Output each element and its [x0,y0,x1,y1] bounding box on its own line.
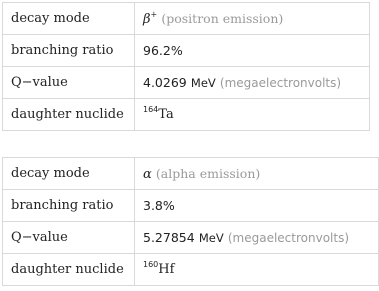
decay-symbol: α [143,166,152,182]
decay-mode-label: decay mode [3,3,135,35]
decay-mode-description: (positron emission) [161,10,284,26]
daughter-nuclide-label: daughter nuclide [3,254,135,286]
q-value-unit-name: (megaelectronvolts) [227,230,350,245]
q-value-number: 4.0269 [143,74,187,90]
decay-mode-description: (alpha emission) [155,165,261,181]
element-symbol: Hf [158,262,175,277]
decay-symbol: β [143,11,151,27]
q-value-unit: MeV [198,230,224,245]
decay-table-alpha [2,157,379,286]
daughter-nuclide-label: daughter nuclide [3,99,135,131]
mass-number: 164 [143,105,159,114]
q-value-number: 5.27854 [143,229,195,245]
element-symbol: Ta [158,107,174,122]
table-row-q-value [3,222,379,254]
daughter-nuclide-value [135,99,370,131]
branching-ratio-number: 3.8% [143,197,175,213]
table-row-decay-mode [3,3,370,35]
table-row-q-value [3,67,370,99]
table-row-branching-ratio [3,190,379,222]
branching-ratio-value [135,35,370,67]
q-value-value [135,67,370,99]
branching-ratio-number: 96.2% [143,42,183,58]
branching-ratio-label: branching ratio [3,190,135,222]
mass-number: 160 [143,260,159,269]
decay-mode-value [135,158,379,190]
branching-ratio-value [135,190,379,222]
decay-symbol-superscript: + [150,9,158,19]
decay-table-positron [2,2,370,131]
decay-mode-label: decay mode [3,158,135,190]
table-row-decay-mode [3,158,379,190]
q-value-value [135,222,379,254]
daughter-nuclide-value [135,254,379,286]
q-value-label: Q−value [3,222,135,254]
table-row-daughter-nuclide [3,254,379,286]
q-value-unit-name: (megaelectronvolts) [219,75,342,90]
q-value-label: Q−value [3,67,135,99]
branching-ratio-label: branching ratio [3,35,135,67]
decay-mode-value [135,3,370,35]
q-value-unit: MeV [190,75,216,90]
table-row-branching-ratio [3,35,370,67]
table-row-daughter-nuclide [3,99,370,131]
